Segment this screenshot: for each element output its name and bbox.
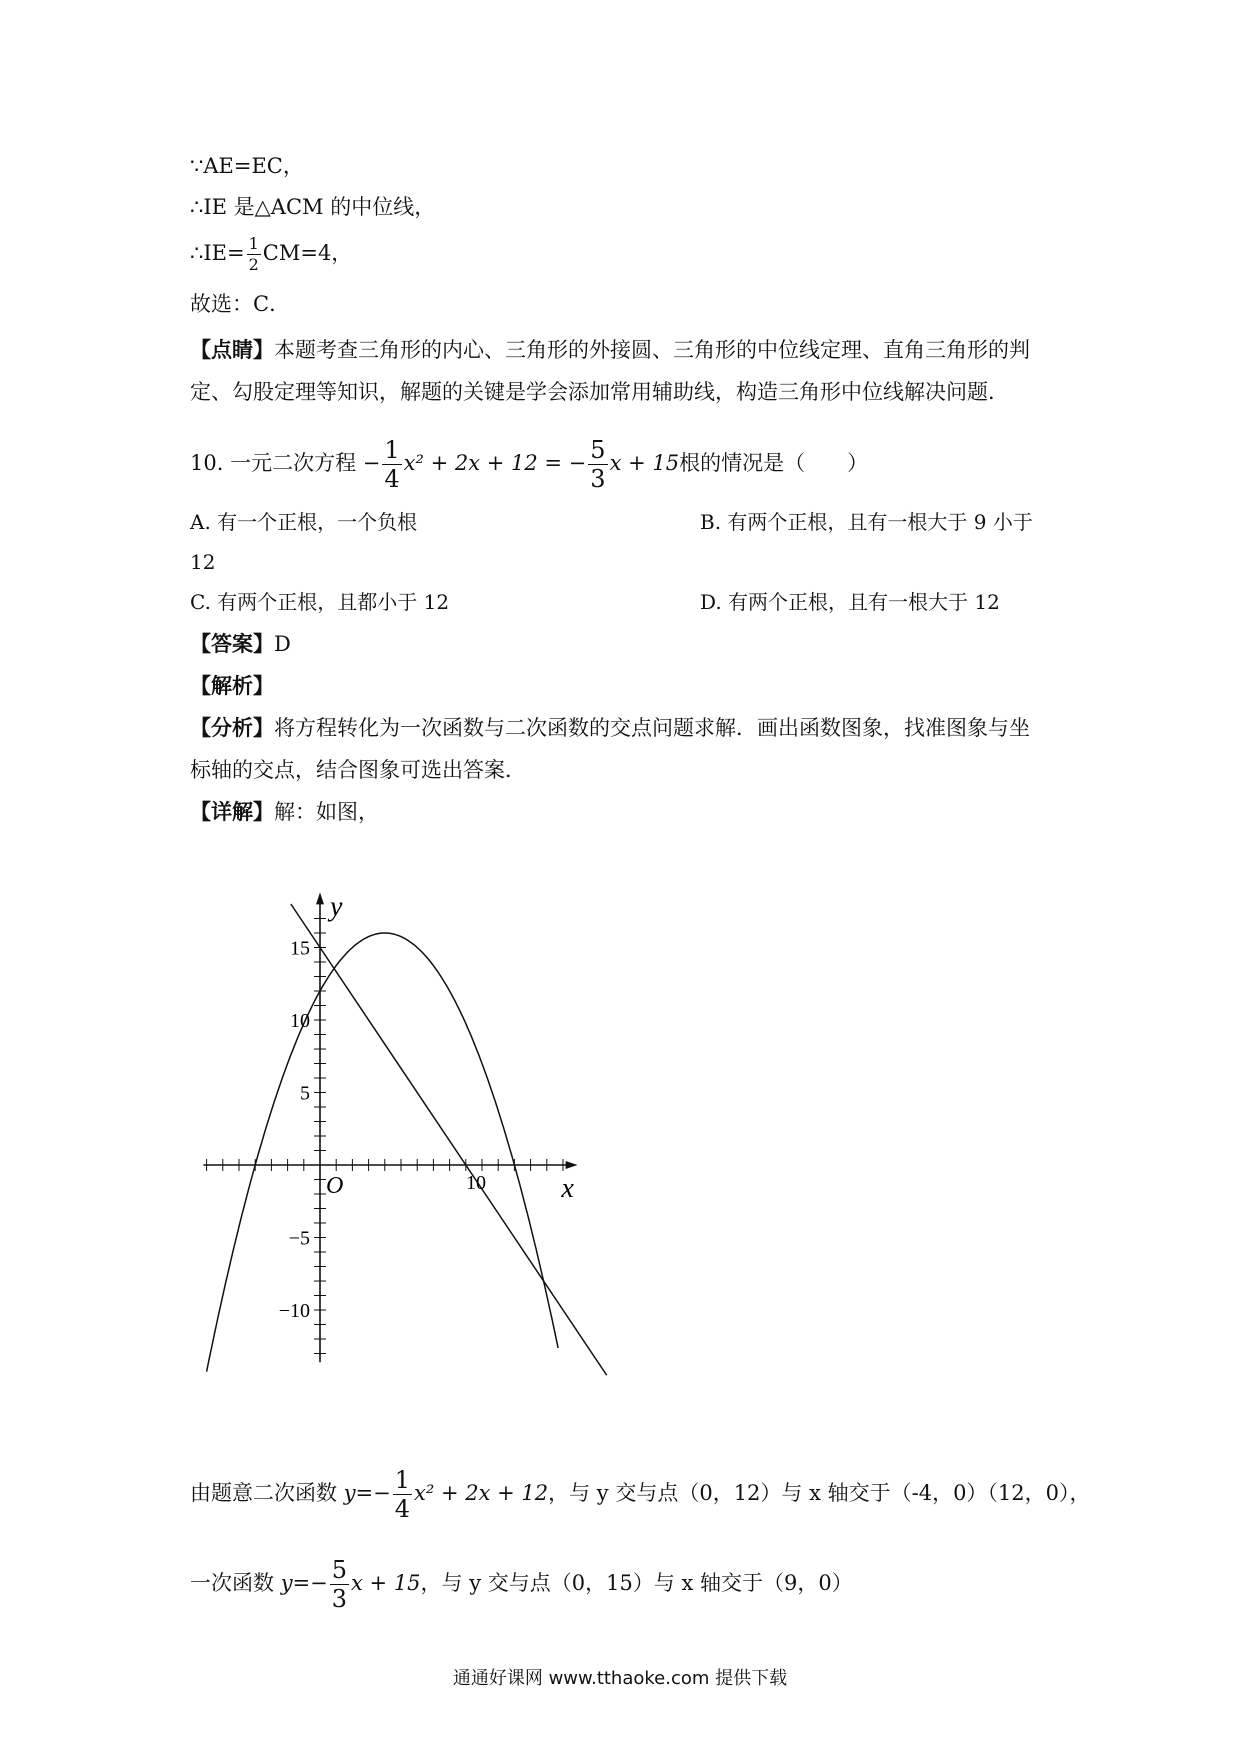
option-a: A. 有一个正根，一个负根 (190, 510, 418, 534)
analysis-line-1 (190, 714, 1030, 742)
axes (203, 892, 577, 1362)
text-segment: 一次函数 (190, 1571, 274, 1595)
text-line-4: 故选：C． (190, 292, 291, 316)
fraction-denominator: 3 (590, 465, 606, 493)
text-segment: ，与 y 交与点（0，15）与 x 轴交于（9，0） (420, 1571, 853, 1595)
fraction-numerator: 5 (331, 1556, 348, 1584)
detail-text: 解：如图， (274, 800, 379, 824)
option-b: B. 有两个正根，且有一根大于 9 小于 (700, 510, 1033, 534)
text-line-2: ∴IE 是△ACM 的中位线， (190, 195, 436, 219)
equation-part: x + 15 (351, 1571, 421, 1595)
fraction-denominator: 2 (248, 255, 259, 274)
parabola-curve (207, 933, 558, 1372)
text-segment: ∴IE= (190, 241, 245, 265)
x-axis-label: x (561, 1173, 574, 1204)
y-tick-label: 5 (300, 1082, 310, 1105)
equation-part: y=− (280, 1571, 328, 1595)
answer-line (190, 630, 291, 658)
question-stem (190, 438, 868, 491)
text-segment: ，与 y 交与点（0，12）与 x 轴交于（-4，0）（12，0）， (548, 1481, 1091, 1505)
linear-function-line (288, 904, 607, 1375)
fraction (330, 1558, 349, 1611)
analysis-line-2: 标轴的交点，结合图象可选出答案． (190, 758, 526, 782)
y-tick-label: −10 (278, 1300, 310, 1322)
function-graph (180, 835, 620, 1415)
text-line-6: 定、勾股定理等知识，解题的关键是学会添加常用辅助线，构造三角形中位线解决问题． (190, 380, 1009, 404)
detail-label: 【详解】 (190, 799, 274, 824)
y-axis-arrow (316, 892, 324, 904)
question-prefix: 10. 一元二次方程 (190, 451, 357, 475)
fraction-1 (382, 438, 401, 491)
text-segment: 本题考查三角形的内心、三角形的外接圆、三角形的中位线定理、直角三角形的判 (274, 338, 1030, 362)
fraction-denominator: 4 (384, 465, 400, 493)
fraction-numerator: 1 (248, 234, 259, 253)
axis-ticks (207, 919, 563, 1354)
y-tick-label: 15 (290, 937, 310, 960)
page-footer: 通通好课网 www.tthaoke.com 提供下载 (452, 1668, 788, 1689)
analysis-label: 【分析】 (190, 715, 274, 740)
answer-label: 【答案】 (190, 631, 274, 656)
y-tick-label: 10 (290, 1010, 310, 1032)
detail-line (190, 798, 379, 826)
option-b-continued: 12 (190, 550, 216, 574)
fraction-numerator: 1 (394, 1466, 411, 1494)
fraction-denominator: 3 (331, 1585, 348, 1613)
conclusion-line-1 (190, 1468, 1091, 1521)
equation-part: x² + 2x + 12 = − (403, 451, 587, 475)
text-line-3 (190, 236, 352, 273)
question-suffix: 根的情况是（ ） (679, 451, 869, 475)
text-segment: CM=4， (262, 241, 353, 265)
analysis-text: 将方程转化为一次函数与二次函数的交点问题求解．画出函数图象，找准图象与坐 (274, 716, 1030, 740)
equation-part: x² + 2x + 12 (414, 1481, 549, 1505)
answer-value: D (274, 632, 291, 656)
section-label: 【点睛】 (190, 337, 274, 362)
text-line-5 (190, 336, 1030, 364)
y-tick-label: −5 (288, 1227, 310, 1250)
curves (207, 904, 607, 1375)
text-segment: 由题意二次函数 (190, 1481, 337, 1505)
x-axis-arrow (566, 1161, 578, 1169)
fraction (393, 1468, 412, 1521)
x-tick-label: 10 (466, 1172, 486, 1194)
fraction-numerator: 5 (590, 436, 606, 464)
y-axis-label: y (330, 891, 343, 923)
minus-sign: − (362, 451, 381, 475)
fraction (247, 236, 261, 273)
conclusion-line-2 (190, 1558, 853, 1611)
option-d: D. 有两个正根，且有一根大于 12 (700, 590, 1000, 614)
text-line-1: ∵AE=EC， (190, 154, 304, 178)
origin-label: O (326, 1173, 344, 1199)
equation-part: y=− (343, 1481, 391, 1505)
option-c: C. 有两个正根，且都小于 12 (190, 590, 450, 614)
equation-part: x + 15 (609, 451, 680, 475)
analysis-title: 【解析】 (190, 673, 274, 698)
fraction-2 (588, 438, 607, 491)
fraction-denominator: 4 (394, 1495, 411, 1523)
fraction-numerator: 1 (384, 436, 400, 464)
